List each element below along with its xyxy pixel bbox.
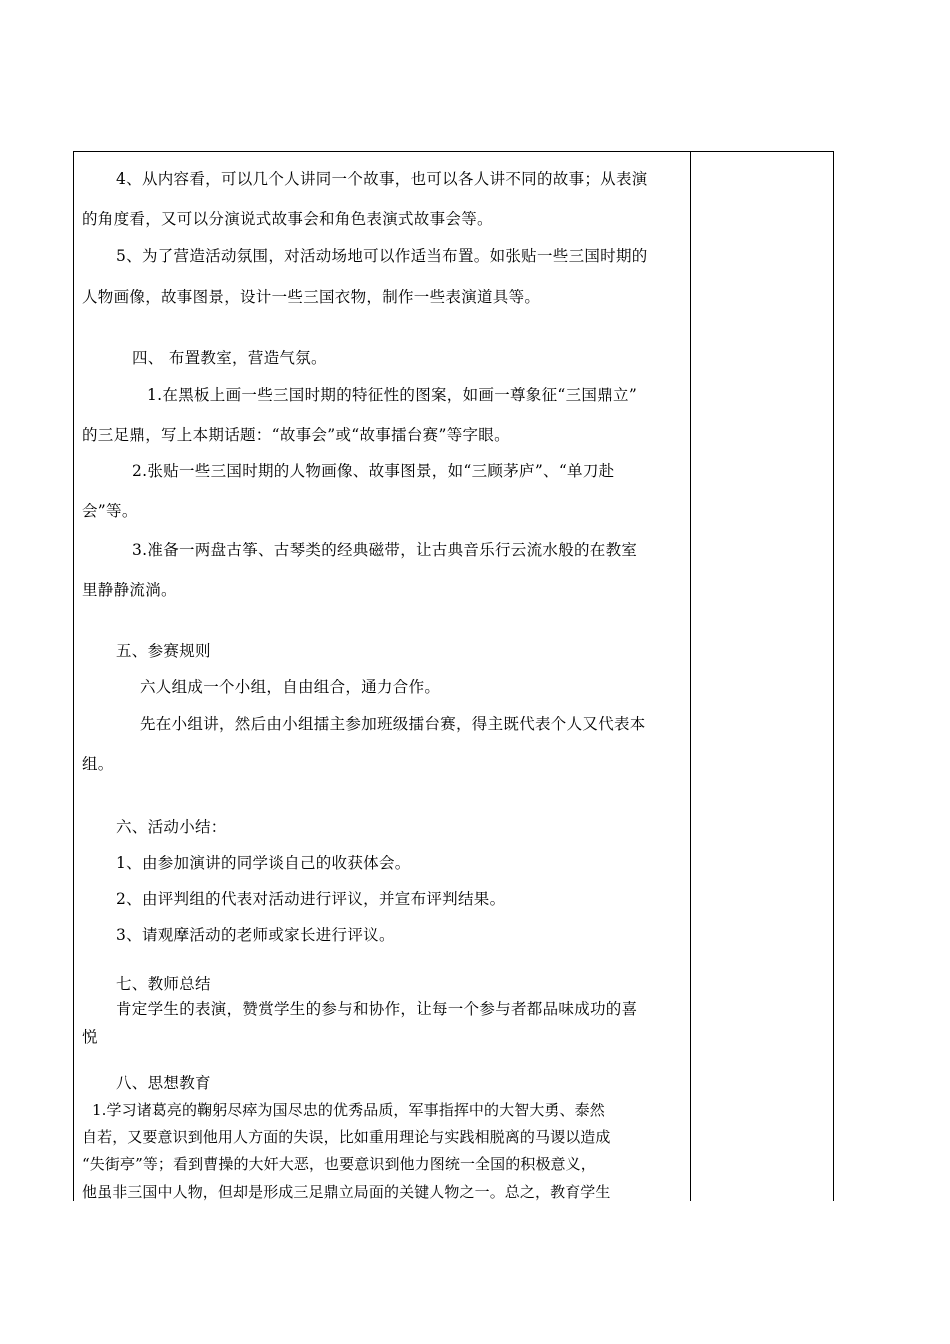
text-line: 自若，又要意识到他用人方面的失误，比如重用理论与实践相脱离的马谡以造成	[82, 1128, 611, 1146]
text-line: 会”等。	[82, 502, 138, 520]
text-line: 5、为了营造活动氛围，对活动场地可以作适当布置。如张贴一些三国时期的	[116, 247, 648, 265]
table-column-divider	[690, 151, 691, 1201]
text-line: 六人组成一个小组，自由组合，通力合作。	[140, 678, 441, 696]
text-line: 肯定学生的表演，赞赏学生的参与和协作，让每一个参与者都品味成功的喜	[116, 1000, 638, 1018]
text-line: 悦	[82, 1028, 98, 1046]
text-line: “失街亭”等；看到曹操的大奸大恶，也要意识到他力图统一全国的积极意义，	[82, 1155, 596, 1173]
text-line: 的角度看，又可以分演说式故事会和角色表演式故事会等。	[82, 210, 493, 228]
section-heading: 四、 布置教室，营造气氛。	[132, 349, 327, 367]
text-line: 4、从内容看，可以几个人讲同一个故事，也可以各人讲不同的故事；从表演	[116, 170, 648, 188]
text-line: 1.在黑板上画一些三国时期的特征性的图案，如画一尊象征“三国鼎立”	[147, 386, 638, 404]
section-heading: 六、活动小结：	[116, 818, 227, 836]
section-heading: 七、教师总结	[116, 975, 211, 993]
text-line: 组。	[82, 755, 114, 773]
lesson-content-cell	[82, 151, 686, 1201]
text-line: 3、请观摩活动的老师或家长进行评议。	[116, 926, 395, 944]
text-line: 人物画像，故事图景，设计一些三国衣物，制作一些表演道具等。	[82, 288, 541, 306]
section-heading: 八、思想教育	[116, 1074, 211, 1092]
text-line: 的三足鼎，写上本期话题：“故事会”或“故事擂台赛”等字眼。	[82, 426, 510, 444]
text-line: 2、由评判组的代表对活动进行评议，并宣布评判结果。	[116, 890, 506, 908]
text-line: 先在小组讲，然后由小组擂主参加班级擂台赛，得主既代表个人又代表本	[140, 715, 646, 733]
section-heading: 五、参赛规则	[116, 642, 211, 660]
text-line: 2.张贴一些三国时期的人物画像、故事图景，如“三顾茅庐”、“单刀赴	[132, 462, 615, 480]
text-line: 1、由参加演讲的同学谈自己的收获体会。	[116, 854, 411, 872]
text-line: 里静静流淌。	[82, 581, 177, 599]
text-line: 他虽非三国中人物，但却是形成三足鼎立局面的关键人物之一。总之，教育学生	[82, 1183, 611, 1201]
text-line: 1.学习诸葛亮的鞠躬尽瘁为国尽忠的优秀品质，军事指挥中的大智大勇、泰然	[92, 1101, 605, 1119]
text-line: 3.准备一两盘古筝、古琴类的经典磁带，让古典音乐行云流水般的在教室	[132, 541, 638, 559]
